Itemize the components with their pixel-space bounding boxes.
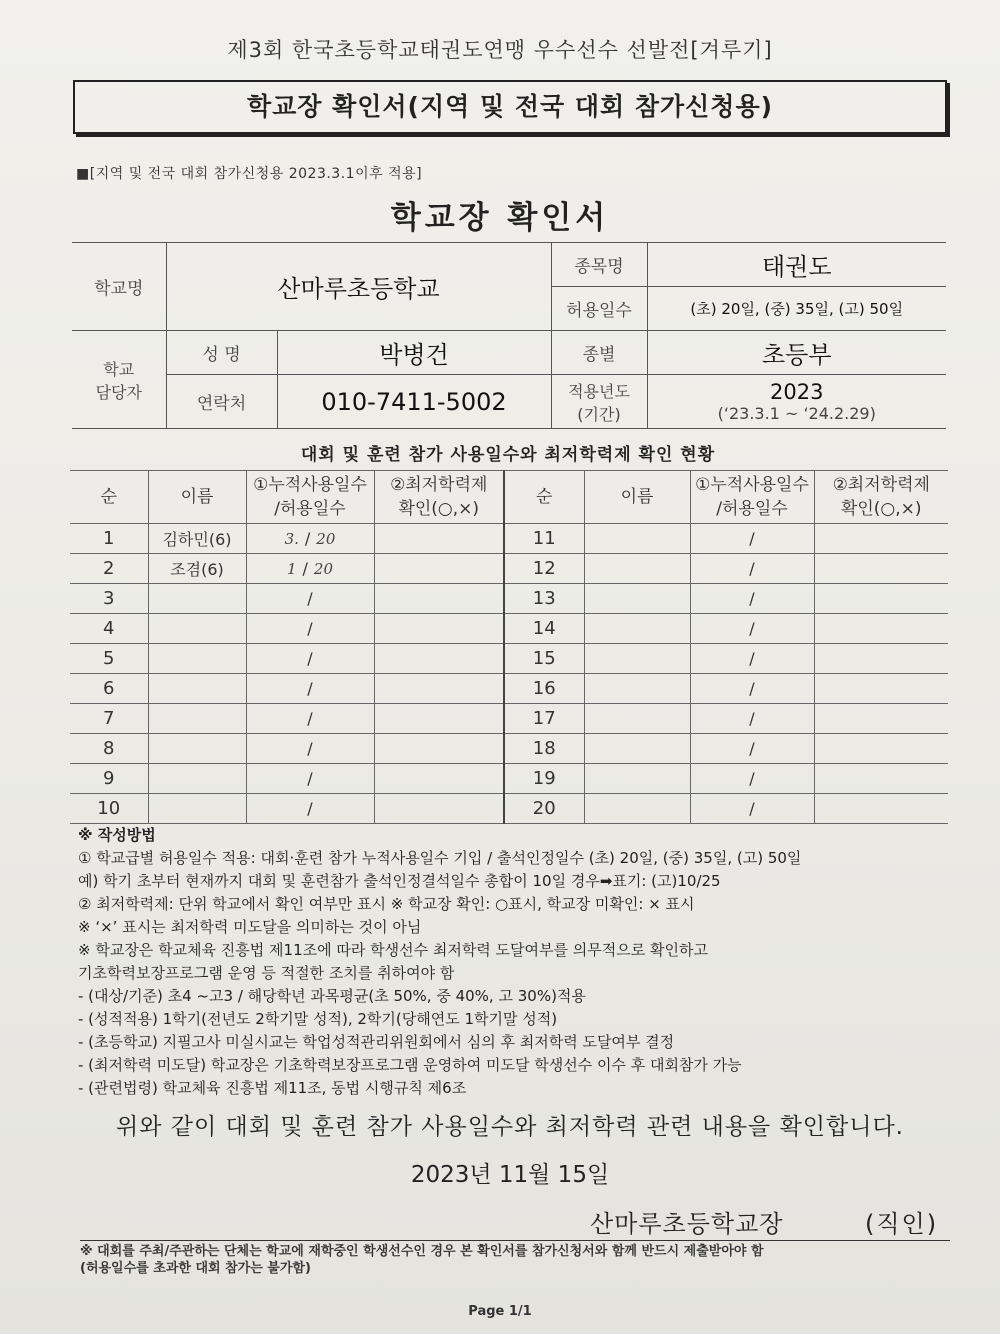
note-line: ① 학교급별 허용일수 적용: 대회·훈련 참가 누적사용일수 기입 / 출석인정일수 (초) 20일, (중) 35일, (고) 50일 xyxy=(78,849,802,867)
header-days-1: ①누적사용일수 xyxy=(253,475,367,495)
header-no-right: 순 xyxy=(504,471,584,524)
row-no-right: 13 xyxy=(504,584,584,614)
sport-label: 종목명 xyxy=(551,243,647,287)
header-days-right-1: ①누적사용일수 xyxy=(695,475,809,495)
row-no: 1 xyxy=(70,524,148,554)
row-no: 3 xyxy=(70,584,148,614)
contact-value: 010-7411-5002 xyxy=(277,375,551,429)
note-line: - (초등학교) 지필고사 미실시교는 학업성적관리위원회에서 심의 후 최저학력 도달여부 결정 xyxy=(78,1033,675,1051)
manager-label-2: 담당자 xyxy=(95,382,142,402)
header-name: 이름 xyxy=(148,471,246,524)
min-check-cell-right xyxy=(814,554,948,584)
row-no-right: 20 xyxy=(504,794,584,824)
min-check-cell-right xyxy=(814,704,948,734)
days-slash: / xyxy=(302,559,308,578)
header-min-1: ②최저학력제 xyxy=(390,475,488,495)
manager-label-1: 학교 xyxy=(103,359,135,379)
note-line: ② 최저학력제: 단위 학교에서 확인 여부만 표시 ※ 학교장 확인: ○표시, 학교장 미확인: × 표시 xyxy=(78,895,695,913)
days-cell-right: / xyxy=(690,524,814,554)
footnote-line-2: (허용일수를 초과한 대회 참가는 불가함) xyxy=(80,1261,311,1276)
year-cell xyxy=(647,375,946,429)
note-line: ※ 학교장은 학교체육 진흥법 제11조에 따라 학생선수 최저학력 도달여부를 의무적으로 확인하고 xyxy=(78,941,708,959)
seal-mark: (직인) xyxy=(865,1210,939,1238)
student-name-right xyxy=(584,794,690,824)
student-name xyxy=(148,614,246,644)
row-no: 8 xyxy=(70,734,148,764)
note-line: 기초학력보장프로그램 운영 등 적절한 조치를 취하여야 함 xyxy=(78,964,455,982)
days-cell: / xyxy=(246,644,374,674)
student-name-right xyxy=(584,524,690,554)
year-label xyxy=(551,375,647,429)
row-no-right: 18 xyxy=(504,734,584,764)
min-check-cell-right xyxy=(814,614,948,644)
year-label-1: 적용년도 xyxy=(568,381,630,401)
days-cell-right: / xyxy=(690,704,814,734)
table-row xyxy=(70,734,948,764)
footnote-line-1: ※ 대회를 주최/주관하는 단체는 학교에 재학중인 학생선수인 경우 본 확인서를 참가신청서와 함께 반드시 제출받아야 함 xyxy=(80,1244,764,1259)
days-cell-right: / xyxy=(690,734,814,764)
student-name-right xyxy=(584,734,690,764)
student-name xyxy=(148,584,246,614)
note-line: - (관련법령) 학교체육 진흥법 제11조, 동법 시행규칙 제6조 xyxy=(78,1079,467,1097)
min-check-cell xyxy=(374,584,504,614)
days-cell-right: / xyxy=(690,644,814,674)
section-title: 대회 및 훈련 참가 사용일수와 최저학력제 확인 현황 xyxy=(300,445,716,465)
allowed-value: (초) 20일, (중) 35일, (고) 50일 xyxy=(647,287,946,331)
roster-body xyxy=(70,524,948,824)
days-cell-right: / xyxy=(690,614,814,644)
min-check-cell-right xyxy=(814,524,948,554)
min-check-cell-right xyxy=(814,644,948,674)
banner-title: 학교장 확인서(지역 및 전국 대회 참가신청용) xyxy=(73,80,947,134)
min-check-cell xyxy=(374,794,504,824)
row-no-right: 19 xyxy=(504,764,584,794)
student-name-right xyxy=(584,674,690,704)
days-cell-right: / xyxy=(690,794,814,824)
header-days xyxy=(246,471,374,524)
min-check-cell xyxy=(374,764,504,794)
min-check-cell xyxy=(374,554,504,584)
applies-note: ■[지역 및 전국 대회 참가신청용 2023.3.1이후 적용] xyxy=(76,166,423,182)
page-number: Page 1/1 xyxy=(468,1304,532,1319)
min-check-cell-right xyxy=(814,674,948,704)
allowed-days: 20 xyxy=(316,530,336,548)
row-no-right: 11 xyxy=(504,524,584,554)
min-check-cell-right xyxy=(814,764,948,794)
days-cell: / xyxy=(246,764,374,794)
table-row xyxy=(70,794,948,824)
header-min-right-2: 확인(○,×) xyxy=(840,499,922,519)
note-line: - (대상/기준) 초4 ~고3 / 해당학년 과목평균(초 50%, 중 40%, 고 30%)적용 xyxy=(78,987,586,1005)
school-value: 산마루초등학교 xyxy=(166,243,551,331)
row-no: 9 xyxy=(70,764,148,794)
confirm-statement: 위와 같이 대회 및 훈련 참가 사용일수와 최저학력 관련 내용을 확인합니다. xyxy=(116,1114,904,1140)
student-name xyxy=(148,644,246,674)
row-no: 4 xyxy=(70,614,148,644)
footer-divider xyxy=(80,1240,950,1241)
contact-label: 연락처 xyxy=(166,375,277,429)
used-days: 1 xyxy=(286,560,297,578)
note-line: - (성적적용) 1학기(전년도 2학기말 성적), 2학기(당해연도 1학기말 성적) xyxy=(78,1010,558,1028)
row-no: 10 xyxy=(70,794,148,824)
issue-date: 2023년 11월 15일 xyxy=(410,1162,610,1188)
note-line: - (최저학력 미도달) 학교장은 기초학력보장프로그램 운영하여 미도달 학생선수 이수 후 대회참가 가능 xyxy=(78,1056,742,1074)
student-name: 김하민(6) xyxy=(148,524,246,554)
min-check-cell-right xyxy=(814,584,948,614)
year-period: (‘23.3.1 ~ ‘24.2.29) xyxy=(717,404,876,423)
row-no-right: 12 xyxy=(504,554,584,584)
student-name-right xyxy=(584,644,690,674)
header-days-right-2: /허용일수 xyxy=(716,499,788,519)
days-slash: / xyxy=(304,529,311,548)
header-min-2: 확인(○,×) xyxy=(398,499,480,519)
table-row xyxy=(70,644,948,674)
student-name xyxy=(148,704,246,734)
header-days-2: /허용일수 xyxy=(274,499,346,519)
table-row xyxy=(70,764,948,794)
row-no: 7 xyxy=(70,704,148,734)
allowed-days: 20 xyxy=(313,560,334,578)
instructions xyxy=(78,824,801,1100)
header-days-right xyxy=(690,471,814,524)
student-name xyxy=(148,734,246,764)
principal-name: 산마루초등학교장 xyxy=(590,1210,784,1238)
days-cell: / xyxy=(246,734,374,764)
footnote xyxy=(80,1243,764,1277)
name-label: 성 명 xyxy=(166,331,277,375)
header-min xyxy=(374,471,504,524)
row-no-right: 17 xyxy=(504,704,584,734)
note-line: ※ 작성방법 xyxy=(78,826,156,844)
min-check-cell xyxy=(374,674,504,704)
student-name xyxy=(148,674,246,704)
note-line: 예) 학기 초부터 현재까지 대회 및 훈련참가 출석인정결석일수 총합이 10일 경우➡표기: (고)10/25 xyxy=(78,872,721,890)
row-no: 2 xyxy=(70,554,148,584)
table-row xyxy=(70,554,948,584)
days-cell: / xyxy=(246,704,374,734)
table-row xyxy=(70,614,948,644)
days-cell: / xyxy=(246,674,374,704)
days-cell xyxy=(246,554,374,584)
info-table xyxy=(72,242,946,429)
row-no: 5 xyxy=(70,644,148,674)
note-line: ※ ‘×’ 표시는 최저학력 미도달을 의미하는 것이 아님 xyxy=(78,918,422,936)
student-name xyxy=(148,764,246,794)
table-row xyxy=(70,524,948,554)
header-no: 순 xyxy=(70,471,148,524)
row-no: 6 xyxy=(70,674,148,704)
header-min-right-1: ②최저학력제 xyxy=(832,475,930,495)
days-cell-right: / xyxy=(690,674,814,704)
student-name: 조겸(6) xyxy=(148,554,246,584)
manager-label xyxy=(72,331,166,429)
min-check-cell xyxy=(374,644,504,674)
min-check-cell-right xyxy=(814,734,948,764)
days-cell xyxy=(246,524,374,554)
name-value: 박병건 xyxy=(277,331,551,375)
sport-value: 태권도 xyxy=(647,243,946,287)
student-name-right xyxy=(584,764,690,794)
min-check-cell-right xyxy=(814,794,948,824)
allowed-label: 허용일수 xyxy=(551,287,647,331)
header-min-right xyxy=(814,471,948,524)
row-no-right: 14 xyxy=(504,614,584,644)
table-row xyxy=(70,584,948,614)
student-name xyxy=(148,794,246,824)
min-check-cell xyxy=(374,524,504,554)
form-title: 학교장 확인서 xyxy=(390,200,610,236)
min-check-cell xyxy=(374,704,504,734)
table-row xyxy=(70,674,948,704)
student-name-right xyxy=(584,554,690,584)
student-name-right xyxy=(584,614,690,644)
category-value: 초등부 xyxy=(647,331,946,375)
year-value: 2023 xyxy=(770,380,824,404)
event-title: 제3회 한국초등학교태권도연맹 우수선수 선발전[겨루기] xyxy=(227,38,773,62)
student-name-right xyxy=(584,584,690,614)
min-check-cell xyxy=(374,734,504,764)
row-no-right: 15 xyxy=(504,644,584,674)
days-cell-right: / xyxy=(690,554,814,584)
school-label: 학교명 xyxy=(72,243,166,331)
days-cell-right: / xyxy=(690,764,814,794)
row-no-right: 16 xyxy=(504,674,584,704)
min-check-cell xyxy=(374,614,504,644)
year-label-2: (기간) xyxy=(577,404,621,424)
category-label: 종별 xyxy=(551,331,647,375)
days-cell: / xyxy=(246,614,374,644)
days-cell: / xyxy=(246,584,374,614)
student-name-right xyxy=(584,704,690,734)
days-cell: / xyxy=(246,794,374,824)
roster-table xyxy=(70,470,948,824)
header-name-right: 이름 xyxy=(584,471,690,524)
table-row xyxy=(70,704,948,734)
used-days: 3. xyxy=(284,530,299,548)
days-cell-right: / xyxy=(690,584,814,614)
